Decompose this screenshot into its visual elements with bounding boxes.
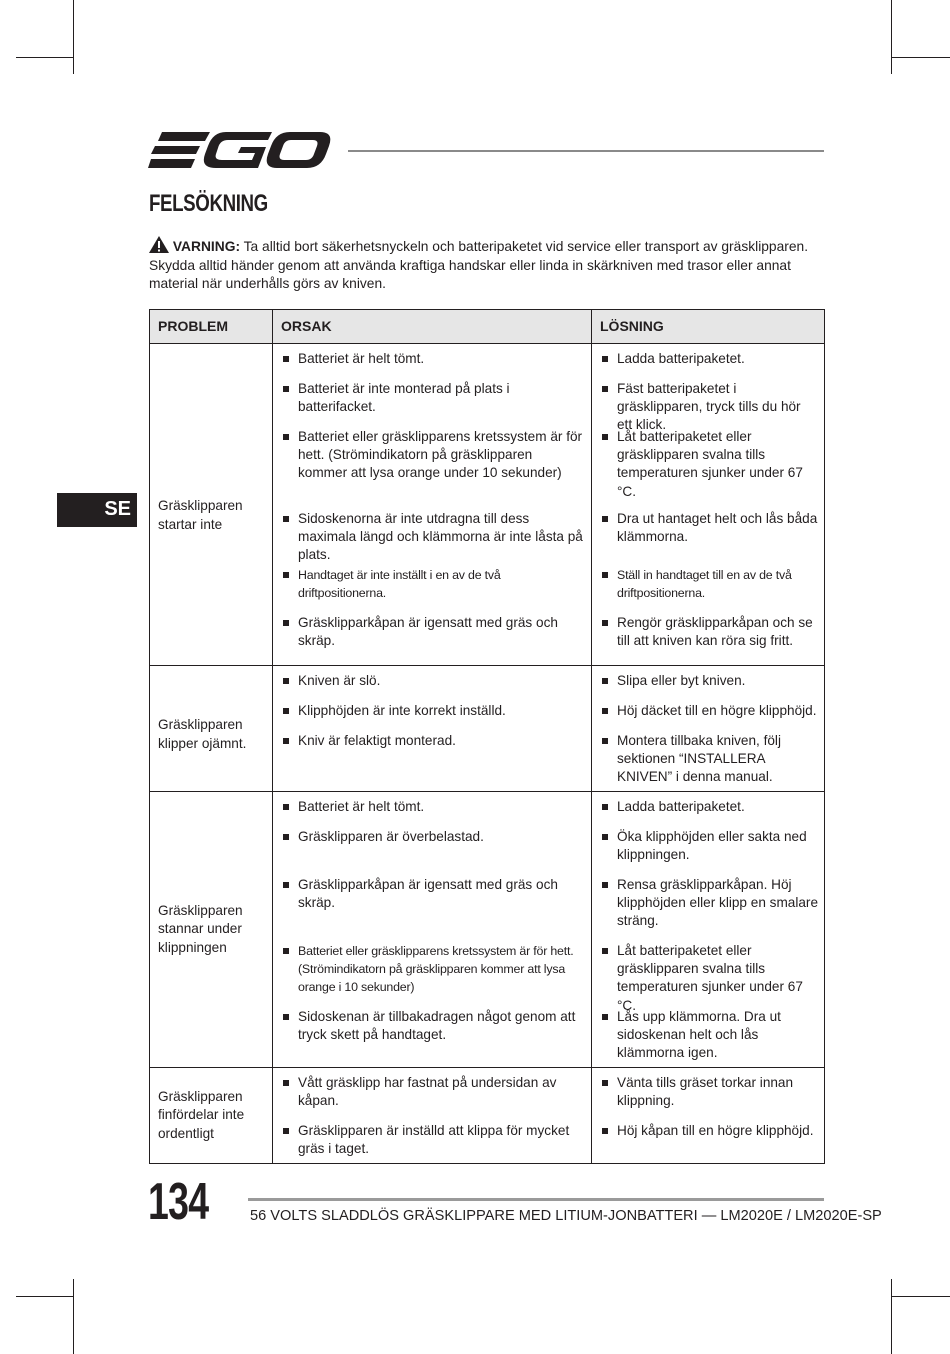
table-row bbox=[150, 344, 825, 666]
solution-item: Höj däcket till en högre klipphöjd. bbox=[600, 702, 818, 720]
crop-mark bbox=[16, 57, 74, 58]
footer-rule bbox=[248, 1198, 824, 1201]
troubleshooting-table bbox=[149, 309, 825, 1164]
cause-item: Handtaget är inte inställt i en av de två driftpositionerna. bbox=[281, 566, 585, 602]
cause-cell bbox=[273, 1068, 592, 1164]
table-row bbox=[150, 666, 825, 792]
warning-label: VARNING: bbox=[172, 239, 241, 254]
solution-item: Ställ in handtaget till en av de två driftpositionerna. bbox=[600, 566, 818, 602]
cause-item: Klipphöjden är inte korrekt inställd. bbox=[281, 702, 585, 720]
problem-cell: Gräsklipparen stannar under klippningen bbox=[150, 792, 273, 1068]
solution-item: Slipa eller byt kniven. bbox=[600, 672, 818, 690]
table-row bbox=[150, 792, 825, 1068]
cause-item: Batteriet eller gräsklipparens kretssystem är för hett. (Strömindikatorn på gräsklipparen kommer att lysa orange i 10 sekunder) bbox=[281, 942, 585, 996]
cause-item: Batteriet är inte monterad på plats i batterifacket. bbox=[281, 380, 585, 416]
cause-item: Sidoskenan är tillbakadragen något genom att tryck skett på handtaget. bbox=[281, 1008, 585, 1044]
warning-triangle-icon bbox=[149, 236, 169, 253]
solution-item: Dra ut hantaget helt och lås båda klämmorna. bbox=[600, 510, 818, 546]
crop-mark bbox=[891, 1296, 950, 1297]
cause-item: Gräsklipparen är inställd att klippa för mycket gräs i taget. bbox=[281, 1122, 585, 1158]
solution-item: Ladda batteripaketet. bbox=[600, 798, 818, 816]
crop-mark bbox=[73, 1279, 74, 1354]
solution-item: Lås upp klämmorna. Dra ut sidoskenan helt och lås klämmorna igen. bbox=[600, 1008, 818, 1063]
cause-item: Batteriet eller gräsklipparens kretssystem är för hett. (Strömindikatorn på gräsklipparen kommer att lysa orange under 10 sekunder) bbox=[281, 428, 585, 483]
footer-text: 56 VOLTS SLADDLÖS GRÄSKLIPPARE MED LITIUM-JONBATTERI — LM2020E / LM2020E-SP bbox=[250, 1208, 882, 1224]
language-tab-label: SE bbox=[104, 498, 131, 520]
solution-cell bbox=[592, 792, 825, 1068]
cause-cell bbox=[273, 792, 592, 1068]
warning-text: Ta alltid bort säkerhetsnyckeln och batteripaketet vid service eller transport av gräsklipparen. Skydda alltid händer genom att använda kraftiga handskar eller linda in skärkniven med trasor eller annat material när underhålls görs av kniven. bbox=[149, 239, 809, 291]
problem-cell: Gräsklipparen startar inte bbox=[150, 344, 273, 666]
solution-item: Montera tillbaka kniven, följ sektionen “INSTALLERA KNIVEN” i denna manual. bbox=[600, 732, 818, 787]
solution-cell bbox=[592, 666, 825, 792]
cause-item: Gräsklipparkåpan är igensatt med gräs och skräp. bbox=[281, 876, 585, 912]
problem-cell: Gräsklipparen finfördelar inte ordentligt bbox=[150, 1068, 273, 1164]
header-solution: LÖSNING bbox=[592, 310, 825, 344]
cause-cell bbox=[273, 344, 592, 666]
cause-item: Vått gräsklipp har fastnat på undersidan av kåpan. bbox=[281, 1074, 585, 1110]
crop-mark bbox=[73, 0, 74, 74]
cause-item: Batteriet är helt tömt. bbox=[281, 350, 585, 368]
page-number: 134 bbox=[148, 1173, 209, 1231]
crop-mark bbox=[891, 0, 892, 74]
solution-item: Fäst batteripaketet i gräsklipparen, tryck tills du hör ett klick. bbox=[600, 380, 818, 435]
warning-block bbox=[149, 236, 825, 294]
cause-cell bbox=[273, 666, 592, 792]
solution-item: Höj kåpan till en högre klipphöjd. bbox=[600, 1122, 818, 1140]
header-rule bbox=[348, 150, 824, 152]
header-problem: PROBLEM bbox=[150, 310, 273, 344]
solution-cell bbox=[592, 1068, 825, 1164]
section-title: FELSÖKNING bbox=[149, 190, 268, 217]
crop-mark bbox=[16, 1296, 74, 1297]
cause-item: Kniv är felaktigt monterad. bbox=[281, 732, 585, 750]
problem-cell: Gräsklipparen klipper ojämnt. bbox=[150, 666, 273, 792]
ego-logo bbox=[148, 128, 332, 172]
solution-item: Öka klipphöjden eller sakta ned klippningen. bbox=[600, 828, 818, 864]
table-header-row bbox=[150, 310, 825, 344]
crop-mark bbox=[891, 57, 950, 58]
language-tab bbox=[57, 493, 137, 527]
crop-mark bbox=[891, 1279, 892, 1354]
table-row bbox=[150, 1068, 825, 1164]
solution-item: Ladda batteripaketet. bbox=[600, 350, 818, 368]
solution-item: Låt batteripaketet eller gräsklipparen svalna tills temperaturen sjunker under 67 °C. bbox=[600, 428, 818, 501]
cause-item: Gräsklipparkåpan är igensatt med gräs och skräp. bbox=[281, 614, 585, 650]
cause-item: Gräsklipparen är överbelastad. bbox=[281, 828, 585, 846]
solution-item: Vänta tills gräset torkar innan klippning. bbox=[600, 1074, 818, 1110]
solution-cell bbox=[592, 344, 825, 666]
solution-item: Rengör gräsklipparkåpan och se till att kniven kan röra sig fritt. bbox=[600, 614, 818, 650]
solution-item: Låt batteripaketet eller gräsklipparen svalna tills temperaturen sjunker under 67 °C. bbox=[600, 942, 818, 1015]
cause-item: Batteriet är helt tömt. bbox=[281, 798, 585, 816]
cause-item: Kniven är slö. bbox=[281, 672, 585, 690]
header-cause: ORSAK bbox=[273, 310, 592, 344]
solution-item: Rensa gräsklipparkåpan. Höj klipphöjden eller klipp en smalare sträng. bbox=[600, 876, 818, 931]
cause-item: Sidoskenorna är inte utdragna till dess maximala längd och klämmorna är inte låsta på plats. bbox=[281, 510, 585, 565]
